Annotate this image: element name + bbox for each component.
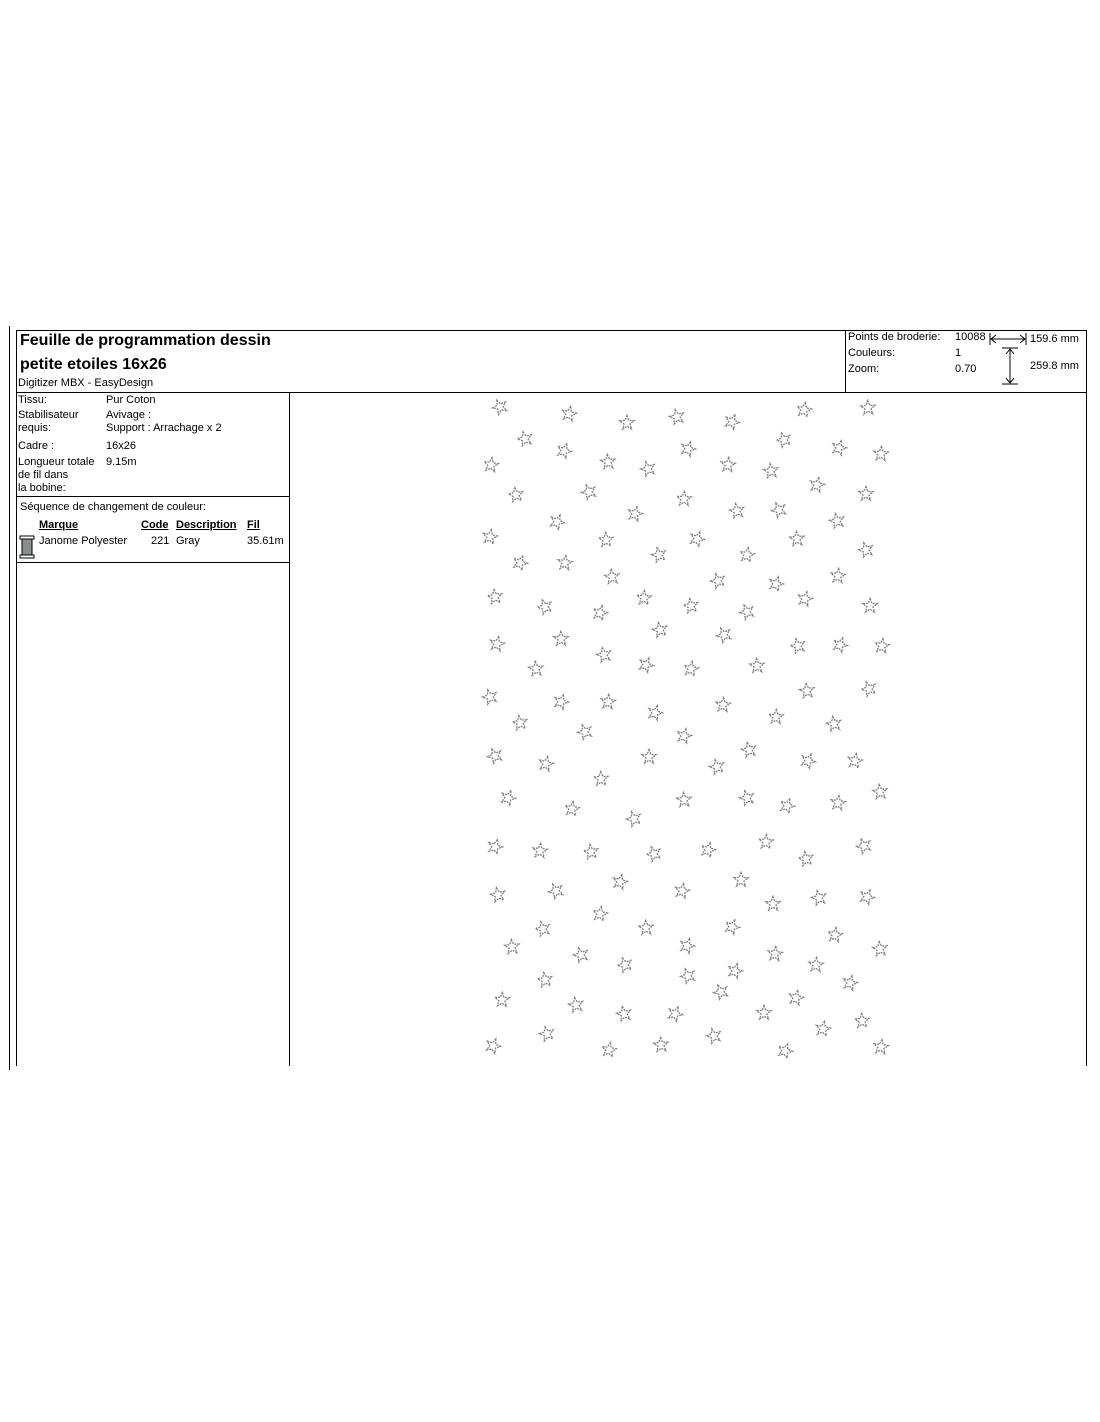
star-icon xyxy=(488,590,502,604)
stabilisateur-label: Stabilisateur xyxy=(18,409,79,421)
star-icon xyxy=(593,907,607,921)
star-icon xyxy=(491,637,505,651)
star-icon xyxy=(549,884,563,898)
star-icon xyxy=(483,530,497,544)
star-icon xyxy=(809,958,823,972)
star-icon xyxy=(859,543,873,557)
star-icon xyxy=(582,485,596,499)
star-icon xyxy=(641,462,655,476)
star-icon xyxy=(874,447,888,461)
star-icon xyxy=(654,1038,668,1052)
frame-right-border xyxy=(1086,330,1087,1066)
width-value: 159.6 mm xyxy=(1030,333,1079,345)
star-icon xyxy=(726,415,740,429)
star-icon xyxy=(554,632,568,646)
colors-value: 1 xyxy=(955,347,962,359)
row-marque: Janome Polyester xyxy=(39,535,128,547)
star-icon xyxy=(538,973,552,987)
star-icon xyxy=(710,760,724,774)
star-pattern xyxy=(291,393,1086,1065)
star-icon xyxy=(533,844,547,858)
star-icon xyxy=(594,772,608,786)
star-icon xyxy=(536,922,550,936)
star-icon xyxy=(844,976,858,990)
star-icon xyxy=(529,662,543,676)
star-icon xyxy=(740,791,754,805)
colors-label: Couleurs: xyxy=(848,347,896,359)
star-icon xyxy=(790,991,804,1005)
star-icon xyxy=(493,400,507,414)
star-icon xyxy=(772,503,786,517)
star-icon xyxy=(691,532,705,546)
star-icon xyxy=(681,939,695,953)
star-icon xyxy=(483,690,497,704)
star-icon xyxy=(750,659,764,673)
longueur-value: 9.15m xyxy=(106,456,137,468)
star-icon xyxy=(831,796,845,810)
star-icon xyxy=(834,638,848,652)
star-icon xyxy=(729,964,743,978)
star-icon xyxy=(790,532,804,546)
star-icon xyxy=(768,947,782,961)
software-name: Digitizer MBX - EasyDesign xyxy=(18,377,154,389)
star-icon xyxy=(488,749,502,763)
star-icon xyxy=(861,890,875,904)
star-icon xyxy=(726,920,740,934)
star-icon xyxy=(484,458,498,472)
star-icon xyxy=(637,591,651,605)
star-icon xyxy=(861,401,875,415)
longueur-label-3: la bobine: xyxy=(18,482,66,494)
star-icon xyxy=(513,716,527,730)
column-header-description: Description xyxy=(176,519,237,531)
star-icon xyxy=(714,985,728,999)
star-icon xyxy=(863,599,877,613)
star-icon xyxy=(855,1014,869,1028)
star-icon xyxy=(629,507,643,521)
star-icon xyxy=(831,569,845,583)
sequence-title: Séquence de changement de couleur: xyxy=(20,501,206,513)
star-icon xyxy=(769,710,783,724)
row-code: 221 xyxy=(151,535,170,547)
height-arrow-icon xyxy=(1000,346,1020,386)
star-icon xyxy=(669,1007,683,1021)
star-icon xyxy=(857,839,871,853)
star-icon xyxy=(716,698,730,712)
star-icon xyxy=(505,940,519,954)
star-icon xyxy=(740,605,754,619)
star-icon xyxy=(514,556,528,570)
info-bottom-border xyxy=(16,496,289,497)
star-icon xyxy=(597,648,611,662)
star-icon xyxy=(766,897,780,911)
star-icon xyxy=(777,433,791,447)
height-value: 259.8 mm xyxy=(1030,360,1079,372)
star-icon xyxy=(602,1043,616,1057)
thread-spool-icon xyxy=(19,535,35,559)
star-icon xyxy=(859,487,873,501)
star-icon xyxy=(487,1039,501,1053)
star-icon xyxy=(558,556,572,570)
star-icon xyxy=(639,921,653,935)
star-icon xyxy=(502,791,516,805)
star-icon xyxy=(764,464,778,478)
stabilisateur-value-2: Support : Arrachage x 2 xyxy=(106,422,222,434)
star-icon xyxy=(495,993,509,1007)
zoom-value: 0.70 xyxy=(955,363,977,375)
star-icon xyxy=(551,515,565,529)
star-icon xyxy=(555,695,569,709)
star-icon xyxy=(569,998,583,1012)
star-icon xyxy=(681,969,695,983)
star-icon xyxy=(678,729,692,743)
star-icon xyxy=(578,725,592,739)
star-icon xyxy=(770,577,784,591)
stats-box-divider xyxy=(845,330,846,392)
tissu-value: Pur Coton xyxy=(106,394,156,406)
star-icon xyxy=(640,658,654,672)
star-icon xyxy=(676,884,690,898)
star-icon xyxy=(873,942,887,956)
star-icon xyxy=(605,570,619,584)
star-icon xyxy=(538,600,552,614)
star-icon xyxy=(711,574,725,588)
tissu-label: Tissu: xyxy=(18,394,47,406)
row-description: Gray xyxy=(176,535,200,547)
star-icon xyxy=(797,403,811,417)
star-icon xyxy=(653,623,667,637)
star-icon xyxy=(791,639,805,653)
star-icon xyxy=(702,843,716,857)
star-icon xyxy=(848,754,862,768)
star-icon xyxy=(565,802,579,816)
column-header-marque: Marque xyxy=(39,519,79,531)
star-icon xyxy=(781,799,795,813)
star-icon xyxy=(721,458,735,472)
star-icon xyxy=(862,682,876,696)
cadre-label: Cadre : xyxy=(18,440,55,452)
star-icon xyxy=(875,639,889,653)
star-icon xyxy=(620,416,634,430)
points-label: Points de broderie: xyxy=(848,331,941,343)
star-icon xyxy=(614,875,628,889)
star-icon xyxy=(627,812,641,826)
star-icon xyxy=(800,684,814,698)
star-icon xyxy=(599,533,613,547)
star-icon xyxy=(540,757,554,771)
points-value: 10088 xyxy=(955,331,986,343)
star-icon xyxy=(677,492,691,506)
star-icon xyxy=(734,873,748,887)
star-icon xyxy=(574,948,588,962)
frame-left-border xyxy=(16,330,17,1066)
width-arrow-icon xyxy=(988,332,1028,346)
star-icon xyxy=(647,847,661,861)
longueur-label: Longueur totale xyxy=(18,456,95,468)
star-icon xyxy=(491,888,505,902)
longueur-label-2: de fil dans xyxy=(18,469,69,481)
outer-left-border xyxy=(9,326,10,1070)
design-preview xyxy=(291,393,1086,1065)
star-icon xyxy=(799,852,813,866)
star-icon xyxy=(518,432,532,446)
star-icon xyxy=(558,444,572,458)
star-icon xyxy=(642,750,656,764)
star-icon xyxy=(584,845,598,859)
star-icon xyxy=(812,891,826,905)
star-icon xyxy=(779,1044,793,1058)
document-title: Feuille de programmation dessin xyxy=(20,332,271,349)
zoom-label: Zoom: xyxy=(848,363,880,375)
stabilisateur-label-2: requis: xyxy=(18,422,52,434)
star-icon xyxy=(799,592,813,606)
star-icon xyxy=(759,835,773,849)
star-icon xyxy=(827,717,841,731)
star-icon xyxy=(730,504,744,518)
star-icon xyxy=(684,662,698,676)
left-panel-divider xyxy=(289,392,290,1066)
star-icon xyxy=(828,928,842,942)
star-icon xyxy=(684,599,698,613)
star-icon xyxy=(594,606,608,620)
star-icon xyxy=(816,1022,830,1036)
star-icon xyxy=(682,442,696,456)
star-icon xyxy=(873,785,887,799)
sequence-bottom-border xyxy=(16,562,289,563)
cadre-value: 16x26 xyxy=(106,440,136,452)
star-icon xyxy=(652,548,666,562)
star-icon xyxy=(717,628,731,642)
star-icon xyxy=(874,1040,888,1054)
star-icon xyxy=(740,548,754,562)
star-icon xyxy=(833,441,847,455)
star-icon xyxy=(670,410,684,424)
column-header-fil: Fil xyxy=(247,519,260,531)
star-icon xyxy=(830,514,844,528)
star-icon xyxy=(802,754,816,768)
star-icon xyxy=(563,407,577,421)
star-icon xyxy=(742,743,756,757)
star-icon xyxy=(601,695,615,709)
star-icon xyxy=(540,1027,554,1041)
row-fil: 35.61m xyxy=(247,535,284,547)
star-icon xyxy=(757,1006,771,1020)
star-icon xyxy=(707,1029,721,1043)
star-icon xyxy=(618,958,632,972)
star-icon xyxy=(617,1007,631,1021)
star-icon xyxy=(649,706,663,720)
star-icon xyxy=(601,455,615,469)
star-icon xyxy=(811,478,825,492)
star-icon xyxy=(677,793,691,807)
stabilisateur-value: Avivage : xyxy=(106,409,152,421)
column-header-code: Code xyxy=(141,519,169,531)
star-icon xyxy=(509,488,523,502)
design-name: petite etoiles 16x26 xyxy=(20,356,167,373)
star-icon xyxy=(489,840,503,854)
